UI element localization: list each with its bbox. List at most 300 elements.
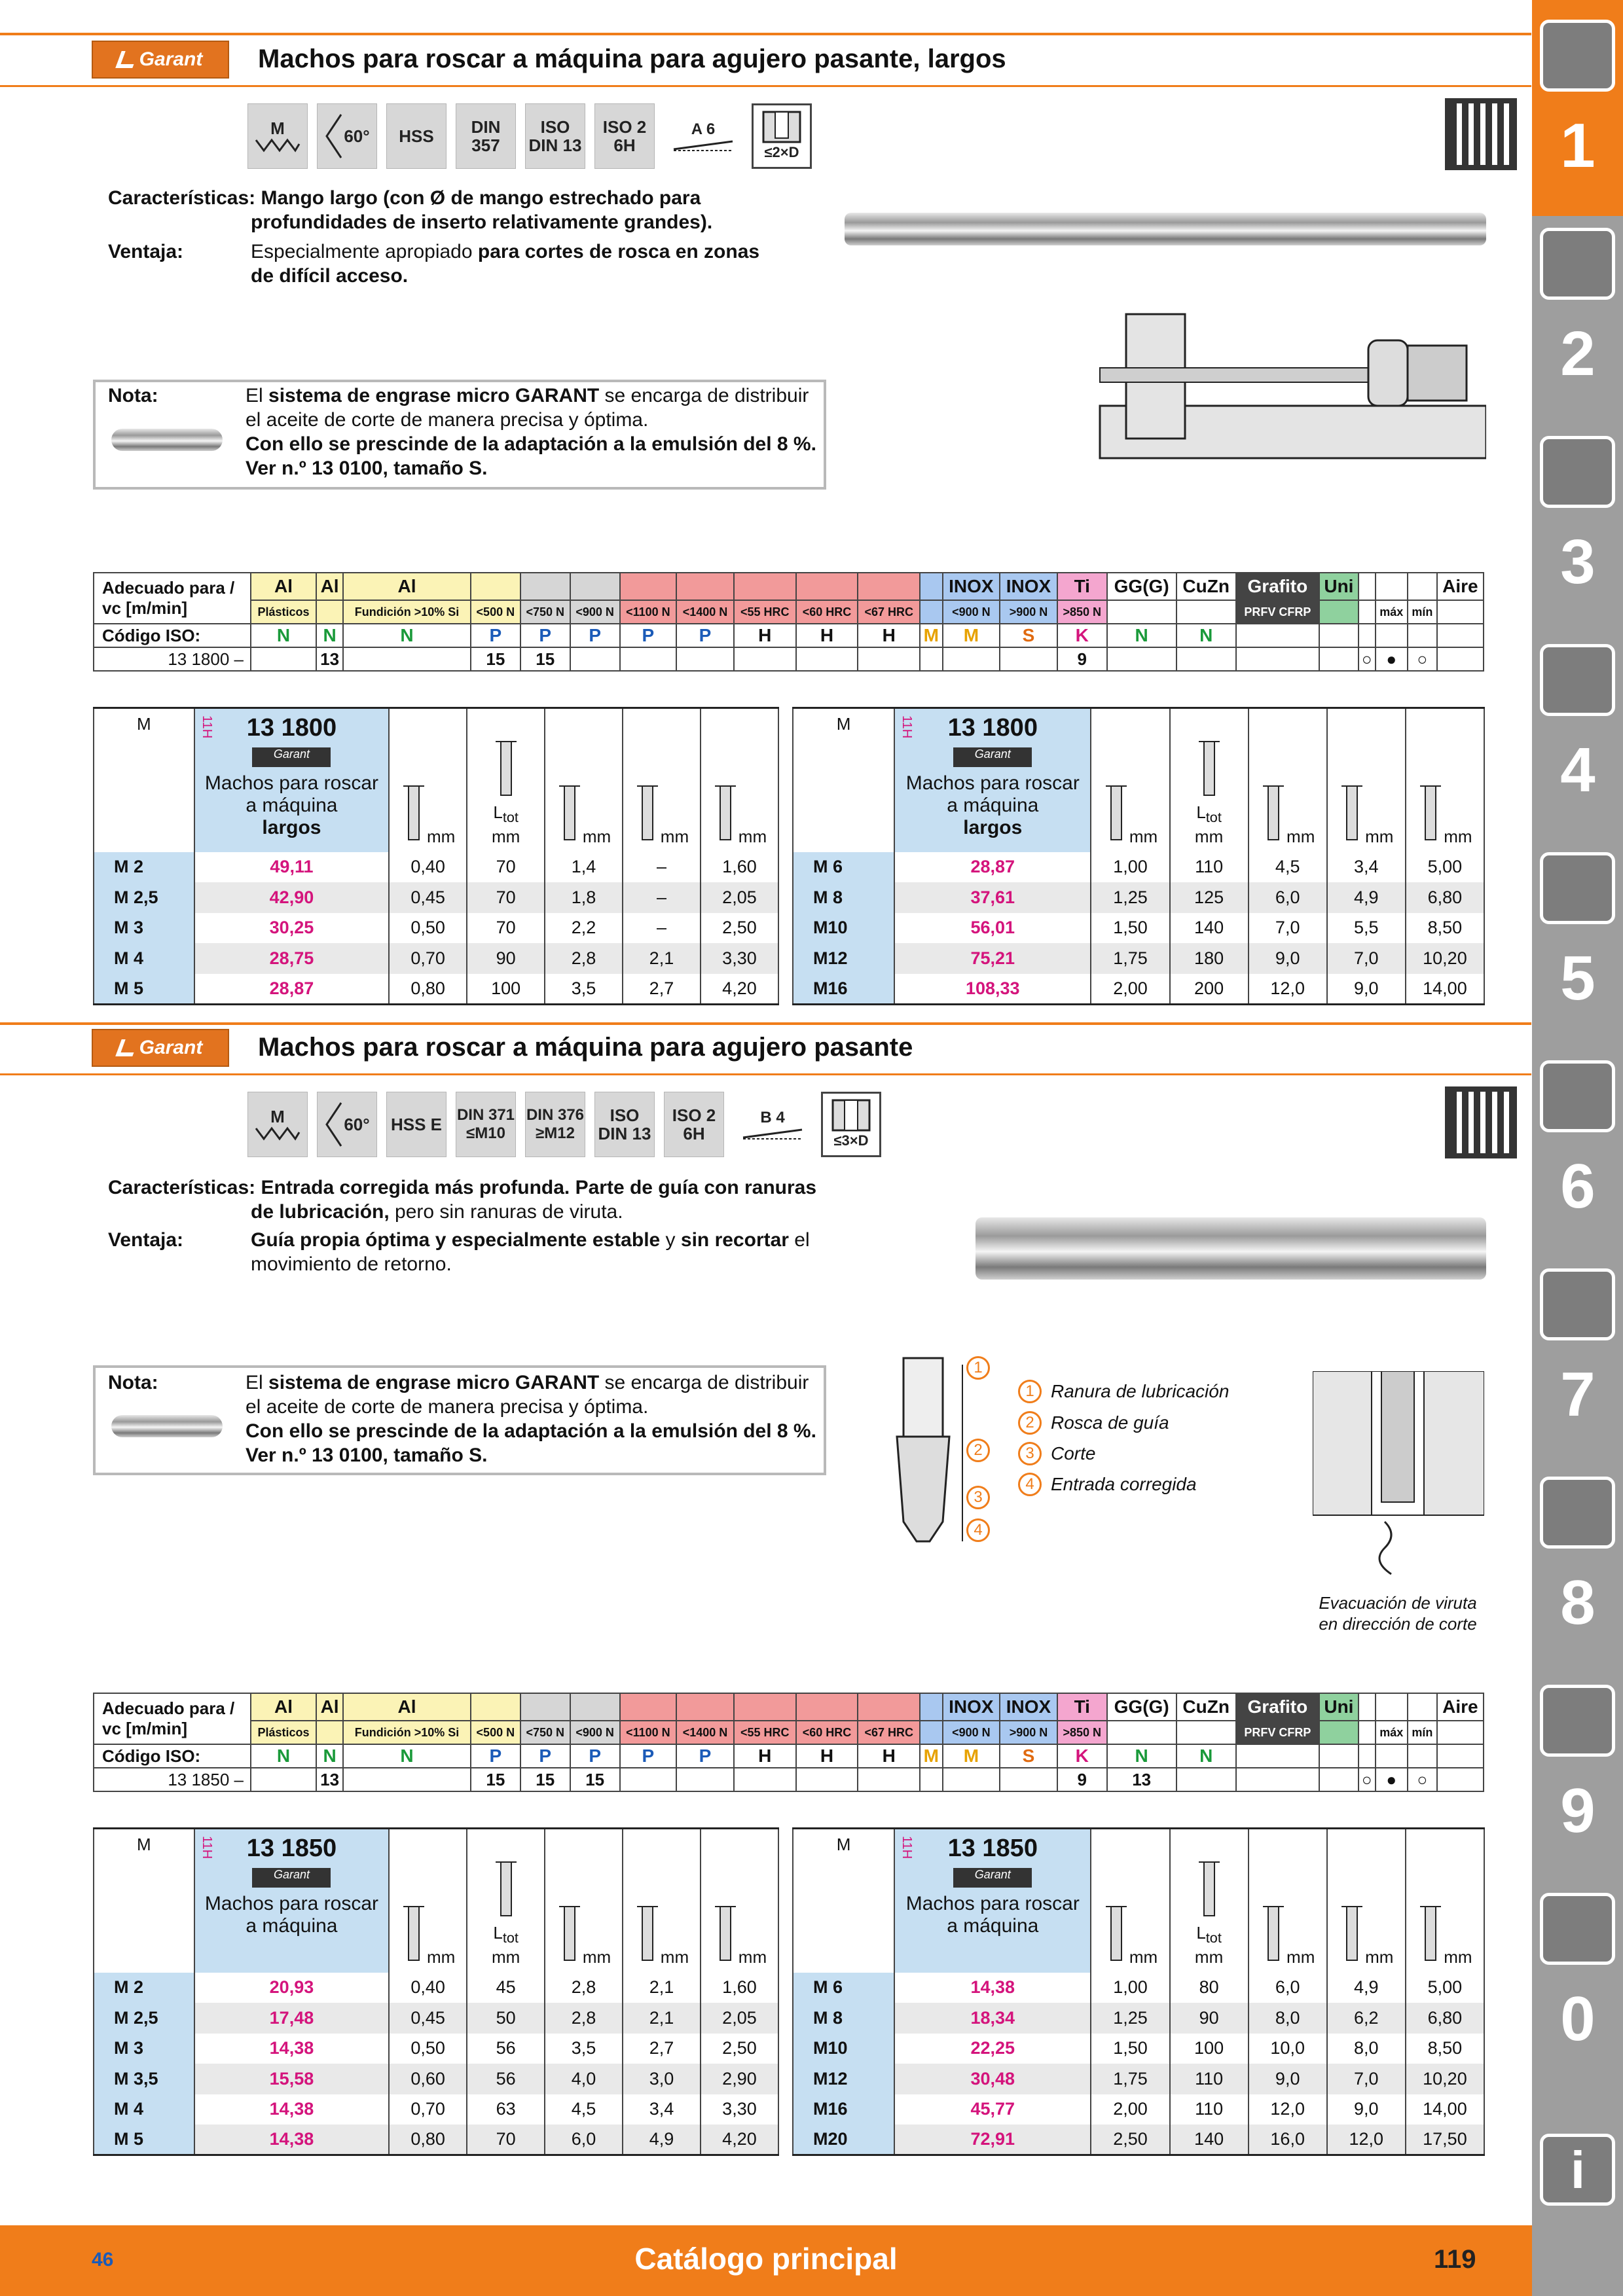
material-header: [471, 1693, 520, 1721]
material-subheader: <750 N: [520, 600, 570, 624]
table-row: [94, 2003, 778, 2034]
table-cell: M 3: [94, 913, 194, 944]
legend-item: 3 Corte: [1018, 1442, 1095, 1465]
iso-code: H: [734, 624, 796, 647]
iso-code: M: [920, 1744, 943, 1768]
table-cell: 28,75: [194, 943, 389, 974]
material-header: Ti: [1057, 1693, 1107, 1721]
material-subheader: <1400 N: [676, 1721, 734, 1744]
vc-value: [1176, 1768, 1236, 1791]
table-cell: 14,38: [894, 1973, 1091, 2003]
material-subheader: <67 HRC: [858, 1721, 920, 1744]
table-cell: 14,38: [194, 2125, 389, 2155]
table-cell: 49,11: [194, 852, 389, 883]
product-name: Machos para roscar a máquina largos: [204, 772, 378, 838]
table-cell: 37,61: [894, 882, 1091, 913]
shank-diameter-icon: mm: [545, 1829, 623, 1973]
legend-item: 1 Ranura de lubricación: [1018, 1380, 1229, 1403]
table-cell: –: [623, 913, 701, 944]
table-cell: M20: [793, 2125, 894, 2155]
material-header: [858, 573, 920, 600]
material-header: GG(G): [1107, 1693, 1176, 1721]
material-header: GG(G): [1107, 573, 1176, 600]
table-row: [793, 2003, 1484, 2034]
table-cell: M10: [793, 2034, 894, 2064]
table-cell: 56,01: [894, 913, 1091, 944]
material-header: Al: [316, 1693, 343, 1721]
iso-code: P: [620, 1744, 677, 1768]
table-cell: 3,5: [545, 2034, 623, 2064]
iso-code: [1408, 1744, 1437, 1768]
table-cell: M 8: [793, 882, 894, 913]
iso-code: N: [343, 1744, 471, 1768]
chapter-tab-icon[interactable]: [1540, 1268, 1615, 1340]
table-cell: 4,9: [623, 2125, 701, 2155]
table-cell: M 3,5: [94, 2064, 194, 2094]
table-cell: 8,0: [1327, 2034, 1406, 2064]
table-cell: 0,50: [389, 913, 467, 944]
chapter-tab-icon[interactable]: [1540, 1060, 1615, 1132]
chapter-tab-icon[interactable]: [1540, 1685, 1615, 1757]
material-header: [620, 573, 677, 600]
vc-value: [1319, 1768, 1359, 1791]
material-subheader: <1100 N: [620, 600, 677, 624]
garant-logo: Garant: [953, 747, 1032, 767]
table-cell: 50: [467, 2003, 545, 2034]
chapter-tab-number[interactable]: 0: [1560, 1984, 1596, 2054]
material-header: INOX: [1000, 573, 1057, 600]
vc-value: [943, 1768, 1000, 1791]
table-cell: 2,90: [701, 2064, 778, 2094]
iso-code: P: [570, 624, 620, 647]
table-cell: 3,4: [623, 2094, 701, 2125]
iso-code-label: Código ISO:: [94, 1744, 251, 1768]
material-header: Uni: [1319, 573, 1359, 600]
advantage-text: Ventaja: Guía propia óptima y especialmente estable y sin recortar el movimiento de retorno.: [108, 1229, 810, 1275]
table-row: [94, 2125, 778, 2155]
material-header: Grafito: [1236, 1693, 1319, 1721]
page-footer: [0, 2225, 1532, 2296]
material-header: Al: [251, 573, 316, 600]
ltot-label: $L_{tot}$: [493, 1923, 519, 1946]
material-header: [734, 573, 796, 600]
chapter-tab-number[interactable]: 9: [1560, 1776, 1596, 1846]
features-text: Características: Entrada corregida más profunda. Parte de guía con ranuras de lubricación, pero sin ranuras de viruta.: [108, 1177, 817, 1223]
material-header: [471, 573, 520, 600]
table-cell: 80: [1170, 1973, 1249, 2003]
ltot-label: $L_{tot}$: [493, 802, 519, 826]
iso-din13-icon: ISO DIN 13: [525, 103, 585, 169]
table-cell: 70: [467, 2125, 545, 2155]
table-cell: M 5: [94, 2125, 194, 2155]
table-cell: –: [623, 882, 701, 913]
iso-code: [1236, 1744, 1319, 1768]
table-cell: 1,00: [1091, 852, 1169, 883]
table-cell: M 5: [94, 974, 194, 1005]
table-cell: 2,00: [1091, 2094, 1169, 2125]
iso-code: P: [471, 624, 520, 647]
ltot-label: $L_{tot}$: [1196, 1923, 1222, 1946]
vc-value: [734, 647, 796, 671]
table-cell: 7,0: [1249, 913, 1327, 944]
material-header: INOX: [943, 573, 1000, 600]
product-name: Machos para roscar a máquina: [204, 1893, 378, 1937]
material-header: [676, 573, 734, 600]
material-subheader: mín: [1408, 1721, 1437, 1744]
spec-icons: [247, 1092, 881, 1157]
legend-item: 2 Rosca de guía: [1018, 1411, 1169, 1435]
iso-code: N: [1176, 624, 1236, 647]
callout-4: 4: [966, 1518, 990, 1542]
table-cell: M 6: [793, 1973, 894, 2003]
iso-code: [1376, 1744, 1408, 1768]
table-cell: 2,1: [623, 1973, 701, 2003]
material-header: CuZn: [1176, 1693, 1236, 1721]
table-cell: 1,25: [1091, 2003, 1169, 2034]
iso-code: P: [620, 624, 677, 647]
table-cell: 3,0: [623, 2064, 701, 2094]
chapter-tab-icon[interactable]: [1540, 852, 1615, 924]
vc-value: [1000, 647, 1057, 671]
nota-label: Nota:: [108, 1372, 158, 1393]
material-header: [858, 1693, 920, 1721]
product-name: Machos para roscar a máquina largos: [905, 772, 1080, 838]
garant-logo: Garant: [953, 1868, 1032, 1888]
vc-value: ○: [1408, 1768, 1437, 1791]
material-subheader: PRFV CFRP: [1236, 1721, 1319, 1744]
material-header: [1359, 573, 1376, 600]
iso-code: M: [943, 624, 1000, 647]
material-subheader: Plásticos: [251, 600, 316, 624]
iso-code-label: Código ISO:: [94, 624, 251, 647]
total-length-icon: $L_{tot}$ mm: [467, 1829, 545, 1973]
vc-value: [858, 1768, 920, 1791]
vc-value: 15: [471, 647, 520, 671]
article-number: 13 1850: [947, 1835, 1038, 1862]
chapter-tab-number[interactable]: 1: [1560, 111, 1596, 181]
square-icon: mm: [1327, 708, 1406, 852]
chapter-tab-number[interactable]: 5: [1560, 943, 1596, 1013]
vc-label: Adecuado para / vc [m/min]: [94, 1693, 251, 1744]
dimension-table-right: [792, 1827, 1485, 2156]
vc-value: 9: [1057, 647, 1107, 671]
vc-value: [1437, 647, 1484, 671]
material-subheader: [1319, 600, 1359, 624]
tolerance-label: 11H: [900, 715, 915, 739]
table-cell: 14,38: [194, 2034, 389, 2064]
vc-value: [1176, 647, 1236, 671]
iso-code: N: [1176, 1744, 1236, 1768]
dimension-table-right: [792, 707, 1485, 1005]
lead-form-b-icon: B 4: [733, 1092, 812, 1157]
table-cell: 0,80: [389, 2125, 467, 2155]
material-header: [796, 1693, 858, 1721]
pitch-icon: mm: [1091, 708, 1169, 852]
pitch-icon: mm: [1091, 1829, 1169, 1973]
table-cell: M 2: [94, 1973, 194, 2003]
material-subheader: [1437, 1721, 1484, 1744]
table-cell: 8,50: [1406, 913, 1484, 944]
table-cell: 9,0: [1249, 943, 1327, 974]
table-cell: 22,25: [894, 2034, 1091, 2064]
table-cell: 8,0: [1249, 2003, 1327, 2034]
table-cell: 6,0: [1249, 882, 1327, 913]
iso-code: [1319, 1744, 1359, 1768]
table-cell: 7,0: [1327, 2064, 1406, 2094]
drill-diameter-icon: mm: [1406, 708, 1484, 852]
table-cell: 6,0: [545, 2125, 623, 2155]
chapter-tab-number[interactable]: i: [1570, 2141, 1586, 2199]
table-row: [94, 913, 778, 944]
iso-code: [1376, 624, 1408, 647]
material-subheader: Fundición >10% Si: [343, 600, 471, 624]
vc-value: [1107, 647, 1176, 671]
iso-code: N: [251, 1744, 316, 1768]
vc-value: ●: [1376, 1768, 1408, 1791]
article-number: 13 1800: [947, 714, 1038, 742]
material-subheader: <1100 N: [620, 1721, 677, 1744]
iso2-6h-icon: ISO 2 6H: [664, 1092, 724, 1157]
material-subheader: <60 HRC: [796, 600, 858, 624]
section-title-rule: [0, 1073, 1531, 1075]
table-cell: 42,90: [194, 882, 389, 913]
table-cell: 2,05: [701, 882, 778, 913]
material-subheader: Plásticos: [251, 1721, 316, 1744]
angle-60-icon: 60°: [317, 1092, 377, 1157]
din-357-icon: DIN 357: [456, 103, 516, 169]
ltot-label: $L_{tot}$: [1196, 802, 1222, 826]
vc-value: [676, 1768, 734, 1791]
chapter-tab-number[interactable]: 3: [1560, 527, 1596, 597]
chapter-tab-icon[interactable]: [1540, 1477, 1615, 1549]
depth-3xd-icon: ≤3×D: [821, 1092, 881, 1157]
tolerance-label: 11H: [199, 715, 214, 739]
material-header: [1408, 1693, 1437, 1721]
chapter-tab-number[interactable]: 2: [1560, 319, 1596, 389]
table-cell: 2,50: [701, 913, 778, 944]
lead-form-a-icon: A 6: [664, 103, 742, 169]
iso-code: S: [1000, 624, 1057, 647]
table-cell: M12: [793, 943, 894, 974]
table-cell: 4,20: [701, 2125, 778, 2155]
vc-value: [620, 1768, 677, 1791]
table-cell: 16,0: [1249, 2125, 1327, 2155]
chapter-tab-number[interactable]: 4: [1560, 735, 1596, 805]
micro-lubrication-image: [111, 1415, 223, 1437]
table-cell: 10,20: [1406, 2064, 1484, 2094]
vc-value: [1319, 647, 1359, 671]
vc-value: [676, 647, 734, 671]
col-article: [194, 1829, 389, 1973]
vc-value: 13: [1107, 1768, 1176, 1791]
table-cell: 3,5: [545, 974, 623, 1005]
table-cell: 5,5: [1327, 913, 1406, 944]
material-subheader: mín: [1408, 600, 1437, 624]
table-cell: 1,50: [1091, 913, 1169, 944]
vc-value: [920, 1768, 943, 1791]
vc-value: 13: [316, 1768, 343, 1791]
iso-code: [1437, 1744, 1484, 1768]
material-subheader: [316, 600, 343, 624]
square-icon: mm: [623, 1829, 701, 1973]
vc-value: 9: [1057, 1768, 1107, 1791]
table-cell: 63: [467, 2094, 545, 2125]
thread-m-icon: M: [247, 1092, 308, 1157]
material-subheader: [1176, 600, 1236, 624]
table-cell: 9,0: [1249, 2064, 1327, 2094]
material-header: [520, 1693, 570, 1721]
table-cell: 110: [1170, 2064, 1249, 2094]
table-row: [793, 2034, 1484, 2064]
table-cell: 2,1: [623, 943, 701, 974]
table-cell: 17,48: [194, 2003, 389, 2034]
iso-din13-icon: ISO DIN 13: [594, 1092, 655, 1157]
tolerance-label: 11H: [199, 1836, 214, 1859]
col-thread: M: [793, 708, 894, 852]
material-subheader: <1400 N: [676, 600, 734, 624]
vc-value: ○: [1359, 1768, 1376, 1791]
article-number: 13 1850: [246, 1835, 337, 1862]
material-subheader: <67 HRC: [858, 600, 920, 624]
table-cell: 14,38: [194, 2094, 389, 2125]
iso-code: P: [676, 624, 734, 647]
table-cell: 6,80: [1406, 882, 1484, 913]
table-cell: 10,20: [1406, 943, 1484, 974]
chapter-tab-icon[interactable]: [1540, 1893, 1615, 1965]
table-cell: 0,40: [389, 1973, 467, 2003]
col-thread: M: [793, 1829, 894, 1973]
table-cell: M16: [793, 2094, 894, 2125]
table-cell: 2,50: [701, 2034, 778, 2064]
vc-value: [943, 647, 1000, 671]
table-cell: 200: [1170, 974, 1249, 1005]
chapter-tab-icon[interactable]: [1540, 644, 1615, 716]
qr-code[interactable]: [1445, 1086, 1517, 1158]
table-cell: 1,75: [1091, 2064, 1169, 2094]
table-cell: 1,50: [1091, 2034, 1169, 2064]
vc-value: ●: [1376, 647, 1408, 671]
tap-in-workpiece-drawing: [1087, 308, 1486, 465]
material-subheader: <750 N: [520, 1721, 570, 1744]
spec-icons: [247, 103, 812, 169]
table-cell: 2,2: [545, 913, 623, 944]
garant-logo: Garant: [92, 1029, 229, 1067]
table-cell: M 2,5: [94, 2003, 194, 2034]
table-cell: 1,75: [1091, 943, 1169, 974]
material-subheader: <55 HRC: [734, 1721, 796, 1744]
table-cell: 2,7: [623, 974, 701, 1005]
chapter-tab-number[interactable]: 6: [1560, 1151, 1596, 1221]
table-cell: 0,60: [389, 2064, 467, 2094]
table-cell: M 4: [94, 2094, 194, 2125]
material-subheader: [1107, 600, 1176, 624]
material-header: Al: [343, 1693, 471, 1721]
table-cell: 1,60: [701, 1973, 778, 2003]
product-name: Machos para roscar a máquina: [905, 1893, 1080, 1937]
table-cell: 45,77: [894, 2094, 1091, 2125]
table-cell: 4,20: [701, 974, 778, 1005]
material-header: Ti: [1057, 573, 1107, 600]
table-cell: 30,48: [894, 2064, 1091, 2094]
vc-value: [796, 1768, 858, 1791]
vc-value: [570, 647, 620, 671]
tolerance-label: 11H: [900, 1836, 915, 1859]
vc-value: 15: [570, 1768, 620, 1791]
vc-value: [343, 647, 471, 671]
table-row: [793, 974, 1484, 1005]
table-cell: 14,00: [1406, 2094, 1484, 2125]
col-thread: M: [94, 1829, 194, 1973]
vc-value: [343, 1768, 471, 1791]
table-cell: 2,1: [623, 2003, 701, 2034]
angle-60-icon: 60°: [317, 103, 377, 169]
material-subheader: <60 HRC: [796, 1721, 858, 1744]
material-subheader: [920, 600, 943, 624]
chapter-tab-icon[interactable]: [1540, 436, 1615, 508]
iso-code: [1359, 1744, 1376, 1768]
iso-code: M: [920, 624, 943, 647]
iso-code: [1359, 624, 1376, 647]
table-cell: 0,50: [389, 2034, 467, 2064]
table-row: [793, 913, 1484, 944]
table-row: [94, 1973, 778, 2003]
vc-value: 15: [520, 647, 570, 671]
chapter-tab-icon[interactable]: [1540, 20, 1615, 92]
material-header: Al: [343, 573, 471, 600]
section-top-rule: [0, 1022, 1531, 1025]
din-371-icon: DIN 371 ≤M10: [456, 1092, 516, 1157]
table-cell: 1,4: [545, 852, 623, 883]
table-cell: 70: [467, 852, 545, 883]
material-subheader: [1359, 600, 1376, 624]
vc-value: [920, 647, 943, 671]
drill-diameter-icon: mm: [701, 708, 778, 852]
vc-value: [1236, 1768, 1319, 1791]
material-header: [1408, 573, 1437, 600]
callout-2: 2: [966, 1439, 990, 1462]
material-subheader: >850 N: [1057, 1721, 1107, 1744]
chapter-tab-number[interactable]: 8: [1560, 1568, 1596, 1638]
table-row: [94, 882, 778, 913]
section-title-rule: [0, 85, 1531, 87]
thread-m-icon: M: [247, 103, 308, 169]
table-row: [94, 2034, 778, 2064]
table-row: [94, 943, 778, 974]
table-cell: 6,80: [1406, 2003, 1484, 2034]
table-cell: M 2,5: [94, 882, 194, 913]
table-cell: 1,8: [545, 882, 623, 913]
table-cell: 56: [467, 2034, 545, 2064]
table-cell: 2,50: [1091, 2125, 1169, 2155]
col-article: [894, 708, 1091, 852]
iso-code: P: [520, 1744, 570, 1768]
dimension-table-left: [93, 1827, 779, 2156]
vc-value: [1236, 647, 1319, 671]
table-cell: 108,33: [894, 974, 1091, 1005]
nota-label: Nota:: [108, 385, 158, 406]
table-cell: 6,2: [1327, 2003, 1406, 2034]
table-cell: 0,80: [389, 974, 467, 1005]
chapter-tab-icon[interactable]: [1540, 228, 1615, 300]
shank-diameter-icon: mm: [1249, 1829, 1327, 1973]
chip-evacuation-drawing: [1313, 1371, 1484, 1581]
col-article: [894, 1829, 1091, 1973]
chapter-tab-number[interactable]: 7: [1560, 1359, 1596, 1429]
table-cell: 6,0: [1249, 1973, 1327, 2003]
qr-code[interactable]: [1445, 98, 1517, 170]
table-cell: M 2: [94, 852, 194, 883]
table-cell: M 6: [793, 852, 894, 883]
